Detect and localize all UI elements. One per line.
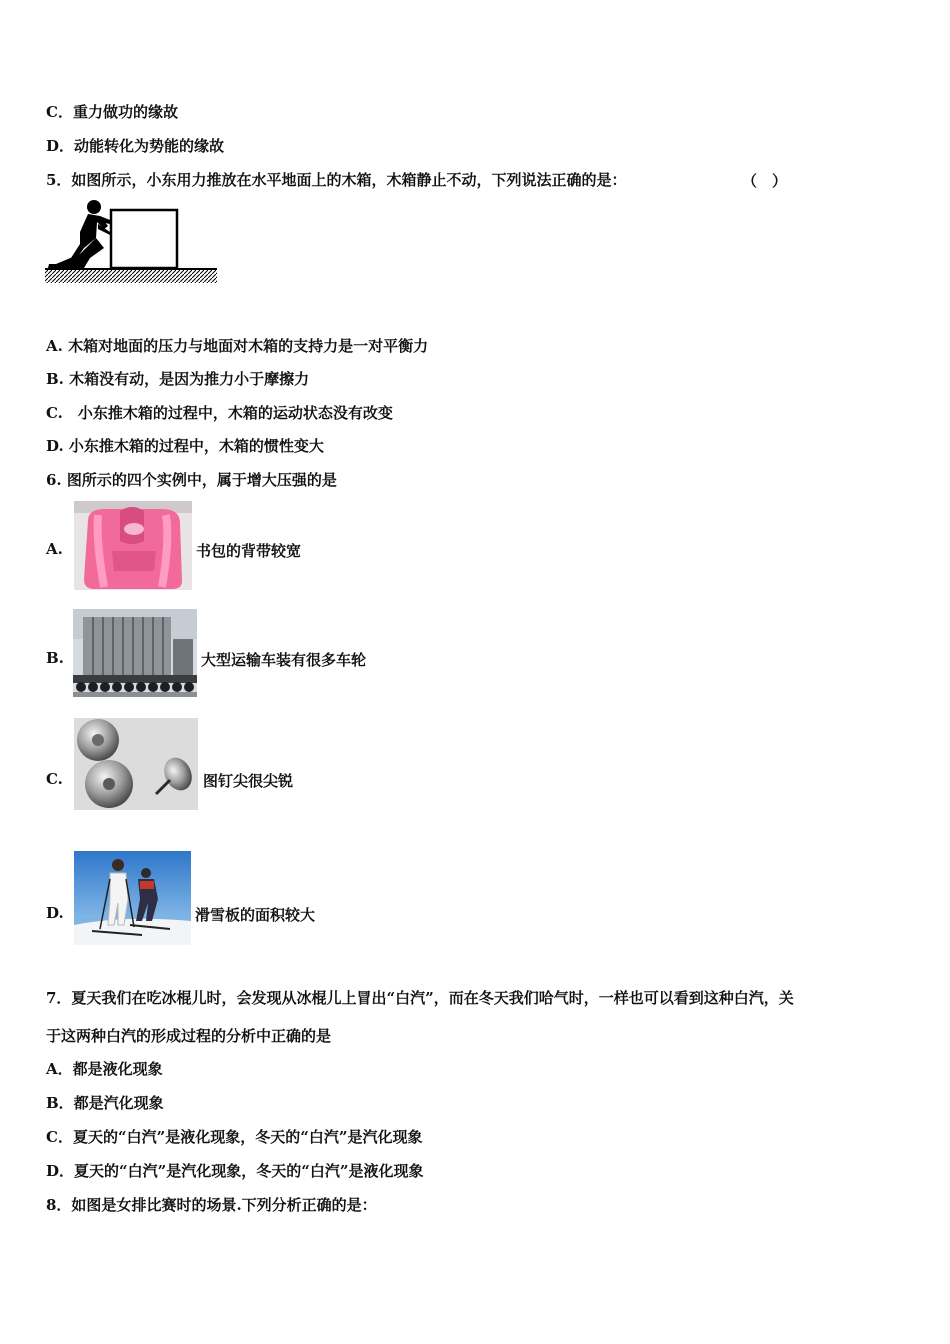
skiing-image <box>74 851 191 945</box>
question-7-line-1: 7．夏天我们在吃冰棍儿时，会发现从冰棍儿上冒出“白汽”，而在冬天我们哈气时，一样也可以看到这种白汽，关 <box>46 989 794 1007</box>
question-5: 5．如图所示，小东用力推放在水平地面上的木箱，木箱静止不动，下列说法正确的是： <box>46 171 627 189</box>
q6-option-d-text: 滑雪板的面积较大 <box>195 906 316 924</box>
q7-option-d: D．夏天的“白汽”是汽化现象，冬天的“白汽”是液化现象 <box>46 1162 424 1180</box>
q6-option-c-label: C. <box>46 770 63 788</box>
backpack-image <box>74 501 192 590</box>
q5-option-b: B. 木箱没有动，是因为推力小于摩擦力 <box>46 370 310 388</box>
answer-paren: （ ） <box>742 172 788 190</box>
question-8: 8．如图是女排比赛时的场景.下列分析正确的是： <box>46 1196 377 1214</box>
question-7-line-2: 于这两种白汽的形成过程的分析中正确的是 <box>46 1027 332 1045</box>
push-box-figure <box>44 198 220 286</box>
q7-option-c: C．夏天的“白汽”是液化现象，冬天的“白汽”是汽化现象 <box>46 1128 423 1146</box>
q6-option-b-label: B. <box>46 649 64 667</box>
thumbtack-image <box>74 718 198 810</box>
option-d-prev: D．动能转化为势能的缘故 <box>46 137 225 155</box>
q5-option-a: A. 木箱对地面的压力与地面对木箱的支持力是一对平衡力 <box>46 337 429 355</box>
q6-option-a-text: 书包的背带较宽 <box>196 542 302 560</box>
q6-option-b-text: 大型运输车装有很多车轮 <box>201 651 367 669</box>
q6-option-a-label: A. <box>46 540 63 558</box>
transport-truck-image <box>73 609 197 697</box>
option-c-prev: C．重力做功的缘故 <box>46 103 178 121</box>
question-6: 6. 图所示的四个实例中，属于增大压强的是 <box>46 471 337 489</box>
q5-option-c: C. 小东推木箱的过程中，木箱的运动状态没有改变 <box>46 404 393 422</box>
q5-option-d: D. 小东推木箱的过程中，木箱的惯性变大 <box>46 437 324 455</box>
q7-option-a: A．都是液化现象 <box>46 1060 163 1078</box>
q6-option-d-label: D. <box>46 904 64 922</box>
q7-option-b: B．都是汽化现象 <box>46 1094 164 1112</box>
q6-option-c-text: 图钉尖很尖锐 <box>203 772 294 790</box>
